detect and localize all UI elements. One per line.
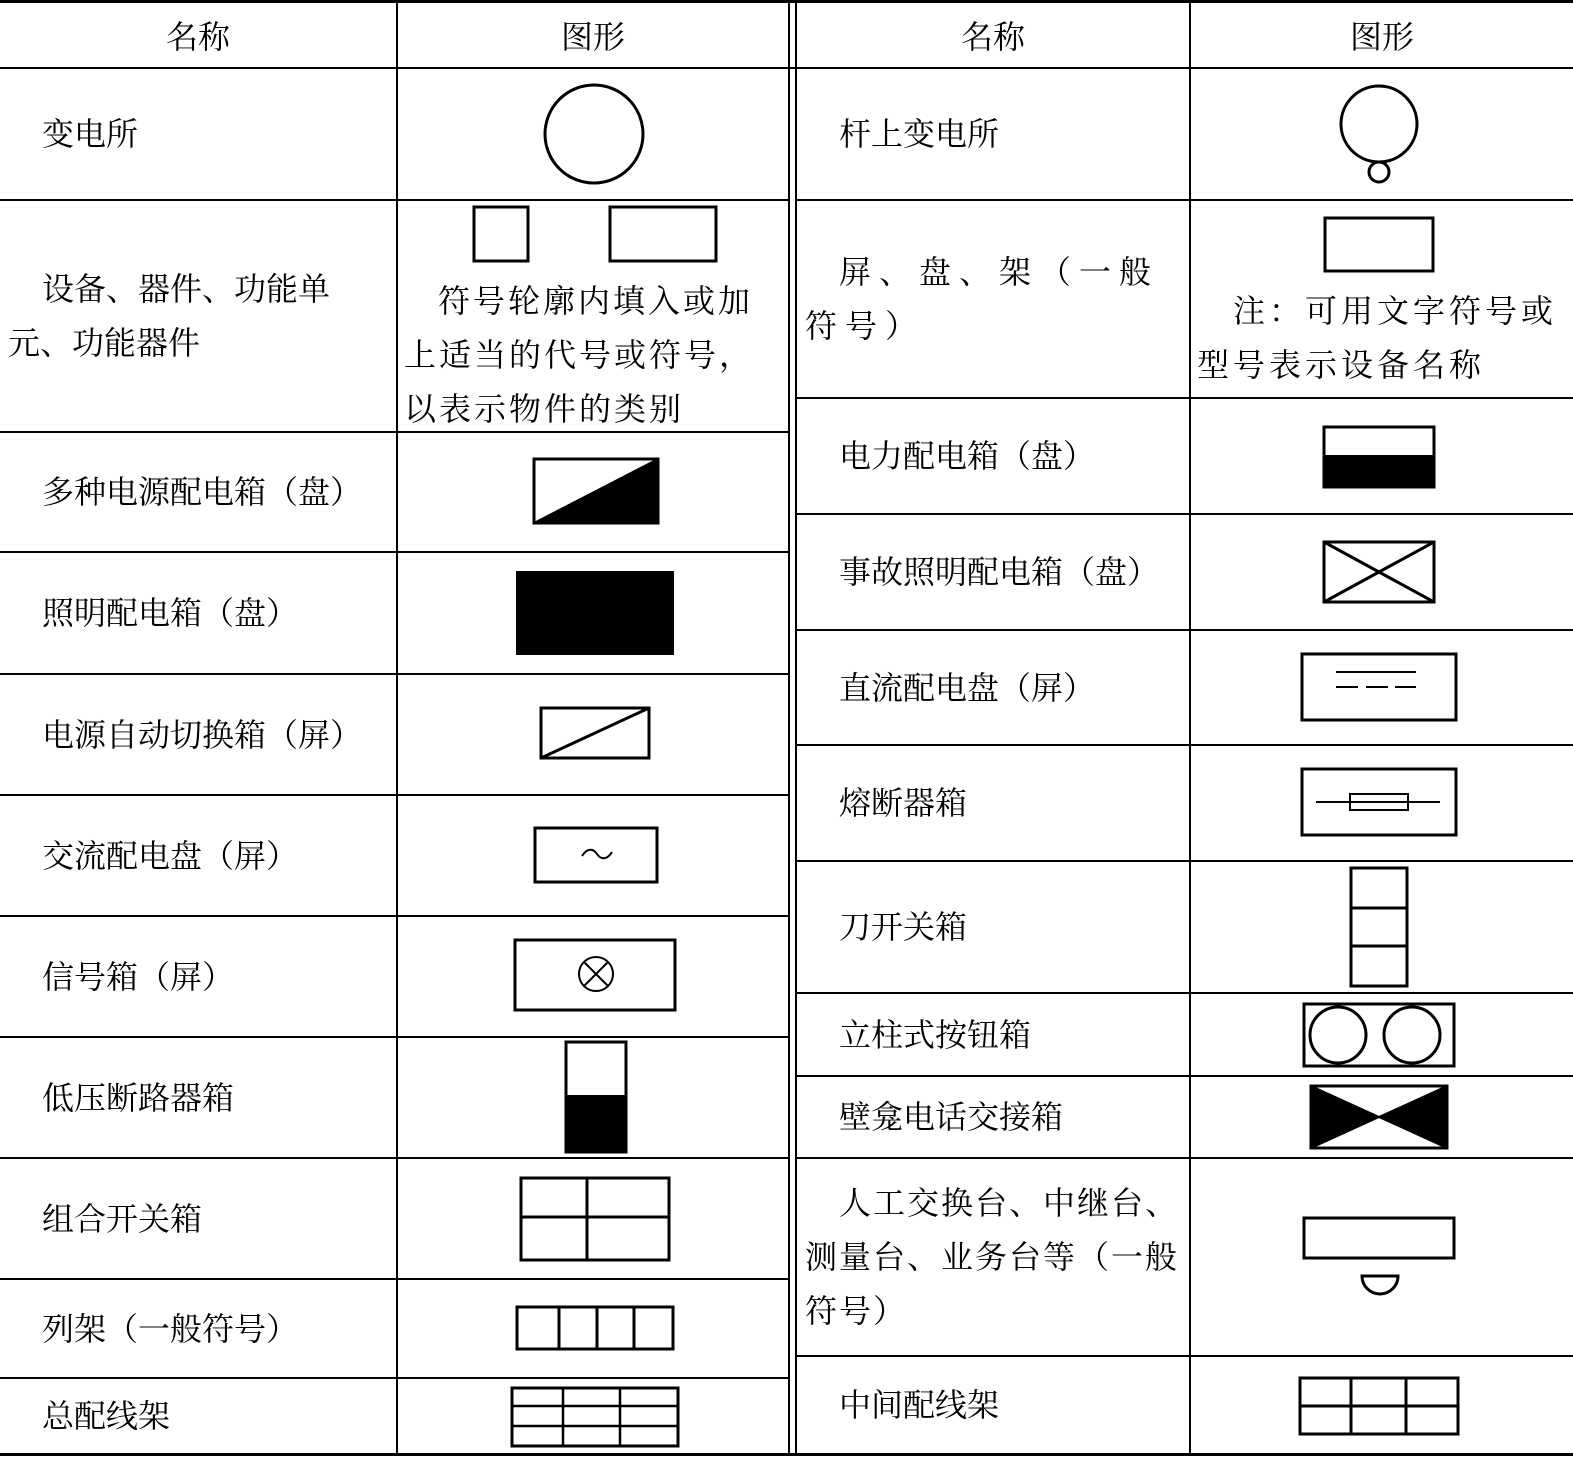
right-row-2-name: 电力配电箱（盘）: [839, 437, 1096, 475]
left-row-8-name: 组合开关箱: [42, 1199, 203, 1238]
left-row-0-name: 变电所: [42, 115, 139, 153]
left-row-6-name: 信号箱（屏）: [42, 957, 235, 996]
header-left-name: 名称: [165, 18, 230, 56]
right-row-5-name: 熔断器箱: [839, 784, 968, 822]
main-distribution-frame-symbol: [508, 1384, 682, 1450]
power-distribution-box-symbol: [1320, 423, 1438, 491]
intermediate-distribution-frame-symbol: [1296, 1374, 1462, 1438]
left-row-9-name: 列架（一般符号）: [42, 1309, 299, 1348]
left-row-10-name: 总配线架: [42, 1397, 171, 1435]
right-row-3-name: 事故照明配电箱（盘）: [839, 553, 1160, 591]
equipment-symbol: [470, 204, 722, 264]
table-bottom-border: [0, 1453, 1573, 1456]
dc-panel-symbol: [1298, 650, 1460, 724]
left-row-4-name: 电源自动切换箱（屏）: [42, 715, 363, 754]
lighting-distribution-box-symbol: [514, 569, 676, 657]
left-row-7-name: 低压断路器箱: [42, 1078, 235, 1117]
substation-symbol: [540, 82, 648, 186]
left-row-2-name: 多种电源配电箱（盘）: [42, 473, 363, 511]
emergency-lighting-box-symbol: [1320, 538, 1438, 606]
header-right-figure: 图形: [1349, 18, 1414, 56]
header-right-name: 名称: [960, 18, 1025, 56]
left-row-1-name: 设备、器件、功能单元、功能器件: [8, 270, 331, 362]
right-row-10-name: 中间配线架: [839, 1386, 1000, 1424]
pole-substation-symbol: [1336, 80, 1422, 188]
left-row-5-name: 交流配电盘（屏）: [42, 836, 299, 875]
divider-left-name-figure: [396, 0, 398, 1455]
knife-switch-box-symbol: [1347, 864, 1411, 990]
wall-niche-telephone-box-symbol: [1307, 1082, 1451, 1152]
center-double-rule-a: [788, 0, 790, 1455]
panel-rack-general-symbol: [1321, 215, 1437, 275]
rack-general-symbol: [513, 1303, 677, 1353]
right-row-1-note: 注：可用文字符号或型号表示设备名称: [1197, 292, 1558, 384]
low-voltage-breaker-box-symbol: [562, 1038, 630, 1156]
right-row-7-name: 立柱式按钮箱: [839, 1015, 1032, 1054]
multi-power-distribution-box-symbol: [530, 455, 662, 527]
right-row-6-name: 刀开关箱: [839, 908, 968, 946]
left-row-3-name: 照明配电箱（盘）: [42, 594, 299, 632]
column-button-box-symbol: [1300, 1000, 1458, 1070]
right-row-4-name: 直流配电盘（屏）: [839, 668, 1096, 707]
auto-transfer-box-symbol: [537, 704, 653, 762]
left-row-1-note: 符号轮廓内填入或加上适当的代号或符号，以表示物件的类别: [404, 282, 755, 428]
fuse-box-symbol: [1298, 765, 1460, 839]
manual-switchboard-symbol: [1300, 1214, 1458, 1300]
right-row-9-name: 人工交换台、中继台、测量台、业务台等（一般符号）: [805, 1184, 1180, 1330]
right-row-0-name: 杆上变电所: [839, 115, 1000, 153]
signal-box-symbol: [511, 936, 679, 1014]
right-row-1-name: 屏、盘、架（一般符号）: [805, 253, 1160, 345]
ac-panel-symbol: [531, 824, 661, 886]
divider-right-name-figure: [1189, 0, 1191, 1455]
right-row-8-name: 壁龛电话交接箱: [839, 1098, 1064, 1136]
header-left-figure: 图形: [560, 18, 625, 56]
combination-switch-box-symbol: [517, 1174, 673, 1264]
